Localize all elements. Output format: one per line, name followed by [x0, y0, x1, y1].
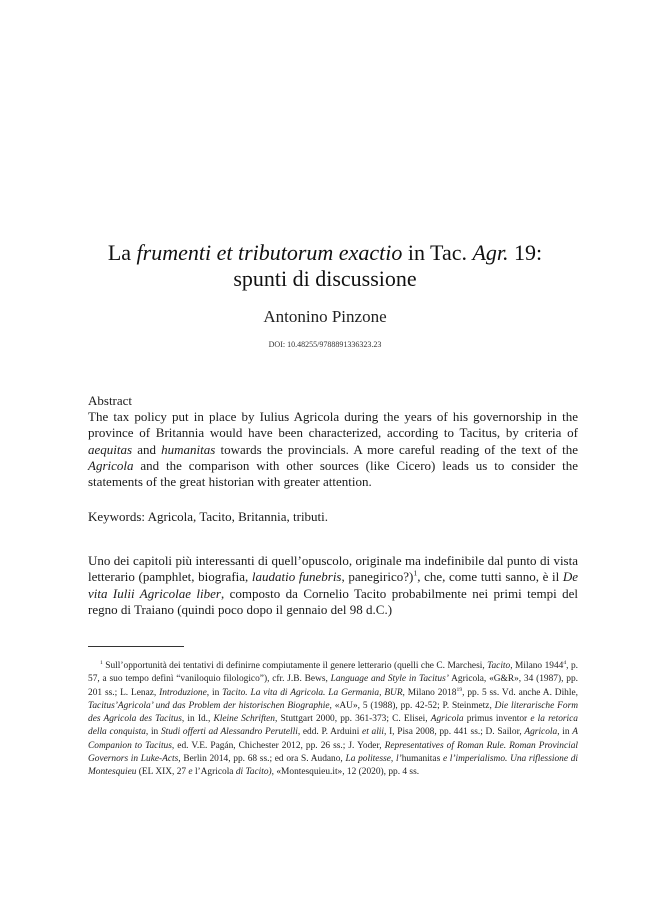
author-name: Antonino Pinzone: [263, 307, 387, 326]
paper-subtitle: spunti di discussione: [233, 266, 417, 291]
footnote-divider: [88, 646, 184, 647]
doi-link[interactable]: DOI: 10.48255/9788891336323.23: [268, 340, 382, 349]
abstract-heading: Abstract: [88, 393, 133, 408]
footnote-1: $^1$ Sull’opportunità dei tentativi di definirne compiutamente il genere letterario (quelli che C. Marchesi, Tacito, Milano 1944$^4$, p. 57, a suo tempo definì “vaniloquio filologico”), cfr. J.B. Bews, Language and Style in Tacitus’ Agricola, «G&R», 34 (1987), pp. 201 ss.; L. Lenaz, Introduzione, in Tacito. La vita di Agricola. La Germania, BUR, Milano 2018$^{19}$, pp. 5 ss. Vd. anche A. Dihle, Tacitus’Agricola’ und das Problem der historischen Biographie, «AU», 5 (1988), pp. 42-52; P. Steinmetz, Die literarische Form des Agricola des Tacitus, in Id., Kleine Schriften, Stuttgart 2000, pp. 361-373; C. Elisei, Agricola primus inventor e la retorica della conquista, in Studi offerti ad Alessandro Perutelli, edd. P. Arduini et alii, I, Pisa 2008, pp. 441 ss.; D. Sailor, Agricola, in A Companion to Tacitus, ed. V.E. Pagán, Chichester 2012, pp. 26 ss.; J. Yoder, Representatives of Roman Rule. Roman Provincial Governors in Luke-Acts, Berlin 2014, pp. 68 ss.; ed ora S. Audano, La politesse, l’humanitas e l’imperialismo. Una riflessione di Montesquieu (EL XIX, 27 e l’Agricola di Tacito), «Montesquieu.it», 12 (2020), pp. 4 ss.: [88, 659, 578, 778]
abstract-text: The tax policy put in place by Iulius Agricola during the years of his governorship in the province of Britannia would have been characterized, according to Tacitus, by criteria of aequitas and humanitas towards the provincials. A more careful reading of the text of the Agricola and the comparison with other sources (like Cicero) leads us to consider the statements of the great historian with greater attention.: [88, 409, 578, 490]
footnote-number: 1: [100, 659, 103, 666]
abstract-section: [88, 393, 578, 490]
body-paragraph: Uno dei capitoli più interessanti di quell’opuscolo, originale ma indefinibile dal punto di vista letterario (pamphlet, biografia, laudatio funebris, panegirico?)$^1$, che, come tutti sanno, è il De vita Iulii Agricolae liber, composto da Cornelio Tacito probabilmente nei primi tempi del regno di Traiano (quindi poco dopo il gennaio del 98 d.C.): [88, 553, 578, 618]
keywords: Keywords: Agricola, Tacito, Britannia, tributi.: [88, 509, 329, 524]
paper-title: La frumenti et tributorum exactio in Tac. Agr. 19: spunti di discussione: [107, 240, 543, 291]
footnote-reference[interactable]: 1: [413, 569, 418, 579]
